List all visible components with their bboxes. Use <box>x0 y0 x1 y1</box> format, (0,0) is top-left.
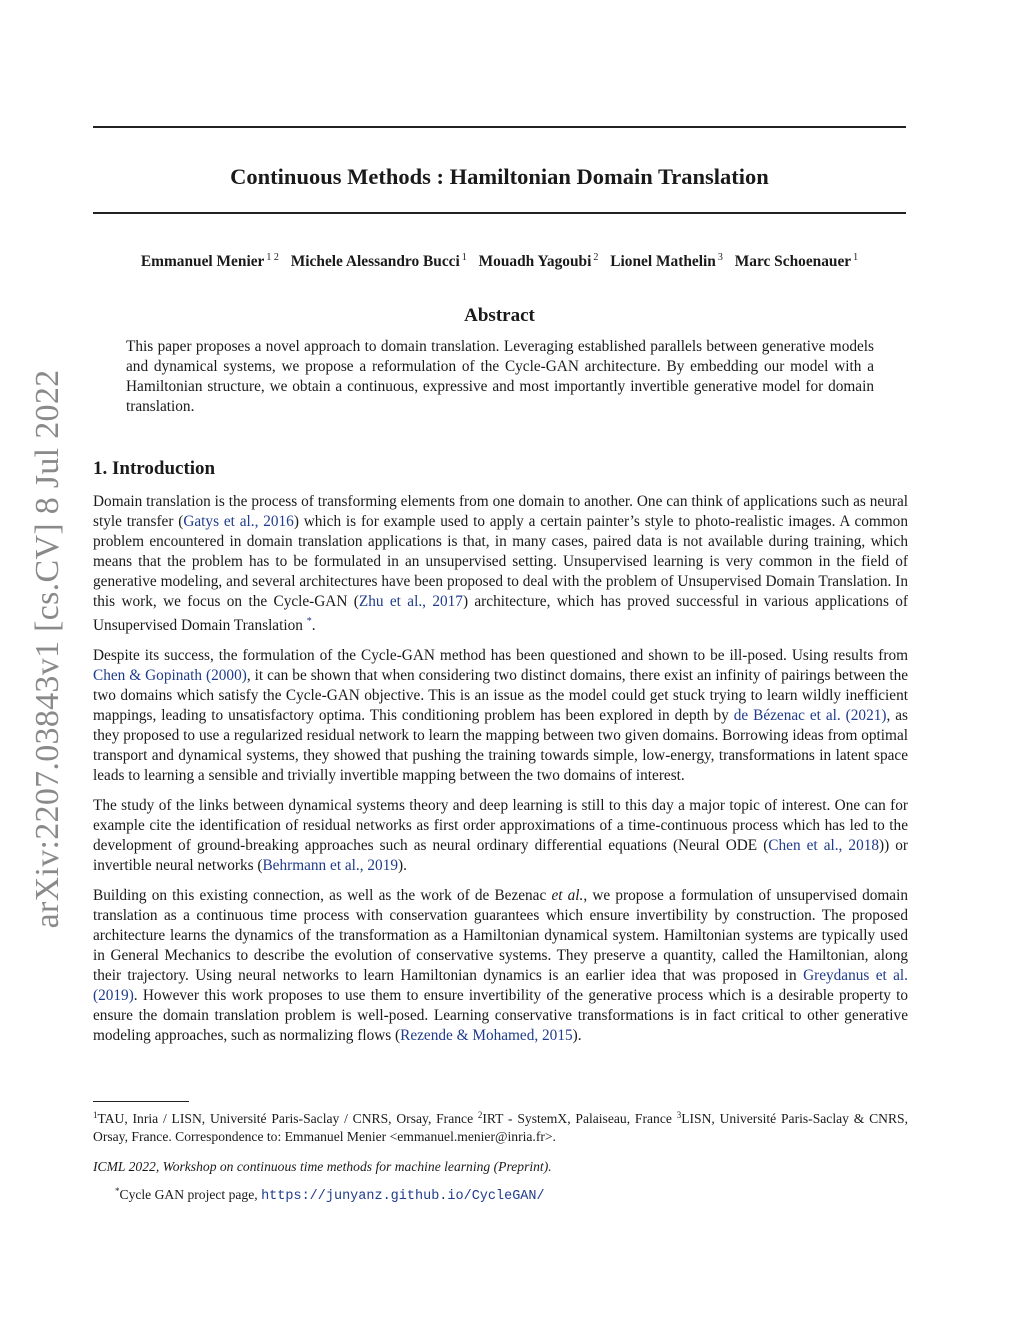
venue-note: ICML 2022, Workshop on continuous time methods for machine learning (Preprint). <box>93 1159 552 1174</box>
citation-link[interactable]: Zhu et al., 2017 <box>358 593 463 610</box>
citation-link[interactable]: de Bézenac et al. (2021) <box>733 707 887 724</box>
citation-link[interactable]: Chen & Gopinath (2000) <box>93 667 247 684</box>
author: Emmanuel Menier $^{1 2}$ <box>140 252 279 270</box>
author: Michele Alessandro Bucci $^1$ <box>290 252 467 270</box>
citation-link[interactable]: Behrmann et al., 2019 <box>262 857 398 874</box>
paragraph: Building on this existing connection, as well as the work of de Bezenac et al., we propose a formulation of unsupervised domain translation as a continuous time process with conservation guarantees which ensure invertibility by construction. The proposed architecture learns the dynamics of the transformation as a Hamiltonian dynamical system. Hamiltonian systems are typically used in General Mechanics to describe the evolution of conservative systems. They preserve a quantity, called the Hamiltonian, along their trajectory. Using neural networks to learn Hamiltonian dynamics is an earlier idea that was proposed in Greydanus et al. (2019). However this work proposes to use them to ensure invertibility of the generative process which is a desirable property to ensure the domain translation problem is well-posed. Learning conservative transformations is in fact critical to other generative modeling approaches, such as normalizing flows (Rezende & Mohamed, 2015). <box>93 887 908 1044</box>
paper-title: Continuous Methods : Hamiltonian Domain Translation <box>230 164 769 189</box>
abstract-heading: Abstract <box>464 305 535 326</box>
paragraph: Domain translation is the process of transforming elements from one domain to another. One can think of applications such as neural style transfer (Gatys et al., 2016) which is for example used to apply a certain painter’s style to photo-realistic images. A common problem encountered in domain translation applications is that, in many cases, paired data is not available during training, which means that the problem has to be formulated in an unsupervised setting. Unsupervised learning is very common in the field of generative modeling, and several architectures have been proposed to deal with the problem of Unsupervised Domain Translation. In this work, we focus on the Cycle-GAN (Zhu et al., 2017) architecture, which has proved successful in various applications of Unsupervised Domain Translation *. <box>93 493 909 634</box>
paragraph: Despite its success, the formulation of the Cycle-GAN method has been questioned and shown to be ill-posed. Using results from Chen & Gopinath (2000), it can be shown that when considering two distinct domains, there exist an infinity of pairings between the two domains which satisfy the Cycle-GAN objective. This is an issue as the model could get stuck trying to learn wildly inefficient mappings, leading to unsatisfactory optima. This conditioning problem has been explored in depth by de Bézenac et al. (2021), as they proposed to use a regularized residual network to learn the mapping between two given domains. Borrowing ideas from optimal transport and dynamical systems, they showed that pushing the training towards simple, low-energy, transformations in latent space leads to learning a sensible and trivially invertible mapping between the two domains of interest. <box>93 647 909 784</box>
paragraph: The study of the links between dynamical systems theory and deep learning is still to this day a major topic of interest. One can for example cite the identification of residual networks as first order approximations of a time-continuous process which has led to the development of ground-breaking approaches such as neural ordinary differential equations (Neural ODE (Chen et al., 2018)) or invertible neural networks (Behrmann et al., 2019). <box>93 797 908 874</box>
author: Marc Schoenauer $^1$ <box>734 252 859 270</box>
abstract-text: This paper proposes a novel approach to domain translation. Leveraging established parallels between generative models and dynamical systems, we propose a reformulation of the Cycle-GAN architecture. By embedding our model with a Hamiltonian structure, we obtain a continuous, expressive and most importantly invertible generative model for domain translation. <box>126 338 874 415</box>
citation-link[interactable]: Chen et al., 2018 <box>768 837 880 854</box>
citation-link[interactable]: Greydanus et al. (2019) <box>93 967 908 1004</box>
arxiv-stamp: arXiv:2207.03843v1 [cs.CV] 8 Jul 2022 <box>29 369 66 929</box>
footnote-link[interactable]: * <box>306 616 312 627</box>
citation-link[interactable]: Gatys et al., 2016 <box>183 513 294 530</box>
author-list <box>93 246 906 274</box>
footnote-rule <box>93 1101 189 1102</box>
project-url-link[interactable]: https://junyanz.github.io/CycleGAN/ <box>261 1189 545 1204</box>
affiliation-footnote: $^1$TAU, Inria / LISN, Université Paris-Saclay / CNRS, Orsay, France $^2$IRT - SystemX, Palaiseau, France $^3$LISN, Université Paris-Saclay & CNRS, Orsay, France. Correspondence to: Emmanuel Menier <emmanuel.menier@inria.fr>. <box>93 1110 909 1144</box>
citation-link[interactable]: Rezende & Mohamed, 2015 <box>400 1027 573 1044</box>
author: Lionel Mathelin $^3$ <box>610 252 723 270</box>
title-rule-bottom <box>93 212 906 214</box>
introduction-body <box>93 492 908 1056</box>
title-rule-top <box>93 126 906 128</box>
author: Mouadh Yagoubi $^2$ <box>478 252 599 270</box>
section-heading-introduction: 1. Introduction <box>93 458 216 479</box>
project-footnote: *Cycle GAN project page, https://junyanz.github.io/CycleGAN/ <box>115 1186 545 1204</box>
